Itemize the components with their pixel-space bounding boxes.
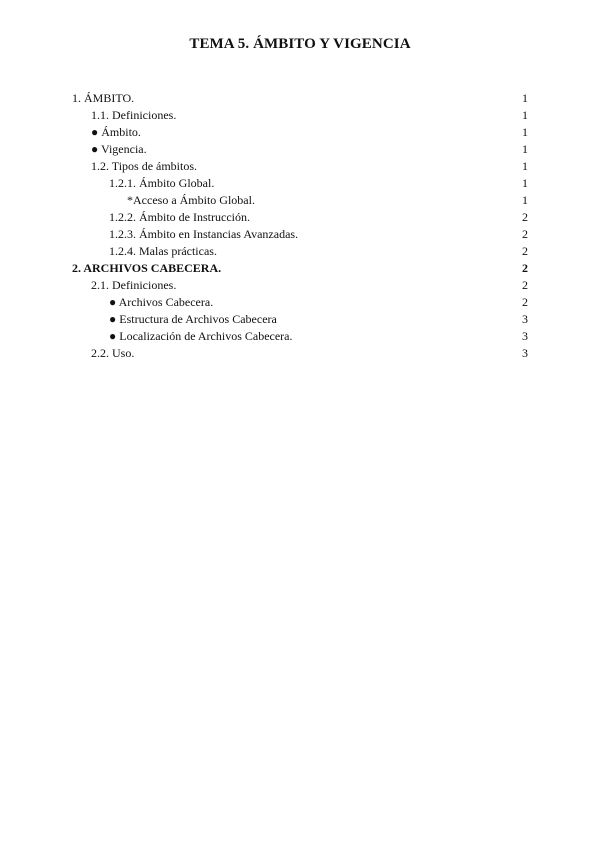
toc-entry-page-number: 3 [522, 312, 528, 326]
toc-entry[interactable] [72, 311, 528, 328]
toc-entry-page-number: 2 [522, 295, 528, 309]
toc-entry-page-number: 2 [522, 210, 528, 224]
toc-entry-label: 1.2.4. Malas prácticas. [109, 244, 217, 258]
toc-entry-label: ● Localización de Archivos Cabecera. [109, 329, 293, 343]
toc-entry[interactable] [72, 328, 528, 345]
toc-entry-page-number: 1 [522, 142, 528, 156]
toc-entry-label: 1.2.2. Ámbito de Instrucción. [109, 210, 250, 224]
toc-entry-page-number: 3 [522, 346, 528, 360]
toc-entry[interactable] [72, 277, 528, 294]
toc-entry-page-number: 1 [522, 176, 528, 190]
toc-entry[interactable] [72, 90, 528, 107]
toc-entry[interactable] [72, 192, 528, 209]
toc-entry-label: 2.2. Uso. [91, 346, 135, 360]
toc-entry-label: ● Archivos Cabecera. [109, 295, 214, 309]
toc-entry-label: 2.1. Definiciones. [91, 278, 177, 292]
toc-entry-label: ● Estructura de Archivos Cabecera [109, 312, 277, 326]
toc-entry-page-number: 1 [522, 125, 528, 139]
toc-entry-label: 1. ÁMBITO. [72, 91, 135, 105]
toc-entry-page-number: 2 [522, 244, 528, 258]
toc-entry[interactable] [72, 175, 528, 192]
toc-entry[interactable] [72, 107, 528, 124]
toc-entry[interactable] [72, 294, 528, 311]
toc-entry-label: 1.2.1. Ámbito Global. [109, 176, 215, 190]
toc-entry[interactable] [72, 260, 528, 277]
toc-entry-page-number: 2 [522, 227, 528, 241]
toc-entry-label: 1.2.3. Ámbito en Instancias Avanzadas. [109, 227, 299, 241]
toc-entry-label: 1.2. Tipos de ámbitos. [91, 159, 198, 173]
toc-entry[interactable] [72, 243, 528, 260]
toc-entry-label: ● Ámbito. [91, 125, 141, 139]
toc-entry-label: ● Vigencia. [91, 142, 147, 156]
toc-entry[interactable] [72, 158, 528, 175]
toc-entry[interactable] [72, 345, 528, 362]
toc-entry-page-number: 1 [522, 193, 528, 207]
toc-entry-page-number: 1 [522, 108, 528, 122]
toc-entry-label: 1.1. Definiciones. [91, 108, 177, 122]
document-title: TEMA 5. ÁMBITO Y VIGENCIA [189, 36, 411, 52]
toc-entry-label: 2. ARCHIVOS CABECERA. [72, 261, 222, 275]
toc-entry-page-number: 2 [522, 261, 528, 275]
toc-entry-page-number: 3 [522, 329, 528, 343]
toc-entry-page-number: 1 [522, 91, 528, 105]
toc-entry[interactable] [72, 124, 528, 141]
toc-entry-page-number: 1 [522, 159, 528, 173]
toc-entry[interactable] [72, 141, 528, 158]
toc-entry[interactable] [72, 226, 528, 243]
toc-entry[interactable] [72, 209, 528, 226]
toc-entry-page-number: 2 [522, 278, 528, 292]
toc-entry-label: *Acceso a Ámbito Global. [127, 193, 255, 207]
table-of-contents [72, 90, 528, 362]
